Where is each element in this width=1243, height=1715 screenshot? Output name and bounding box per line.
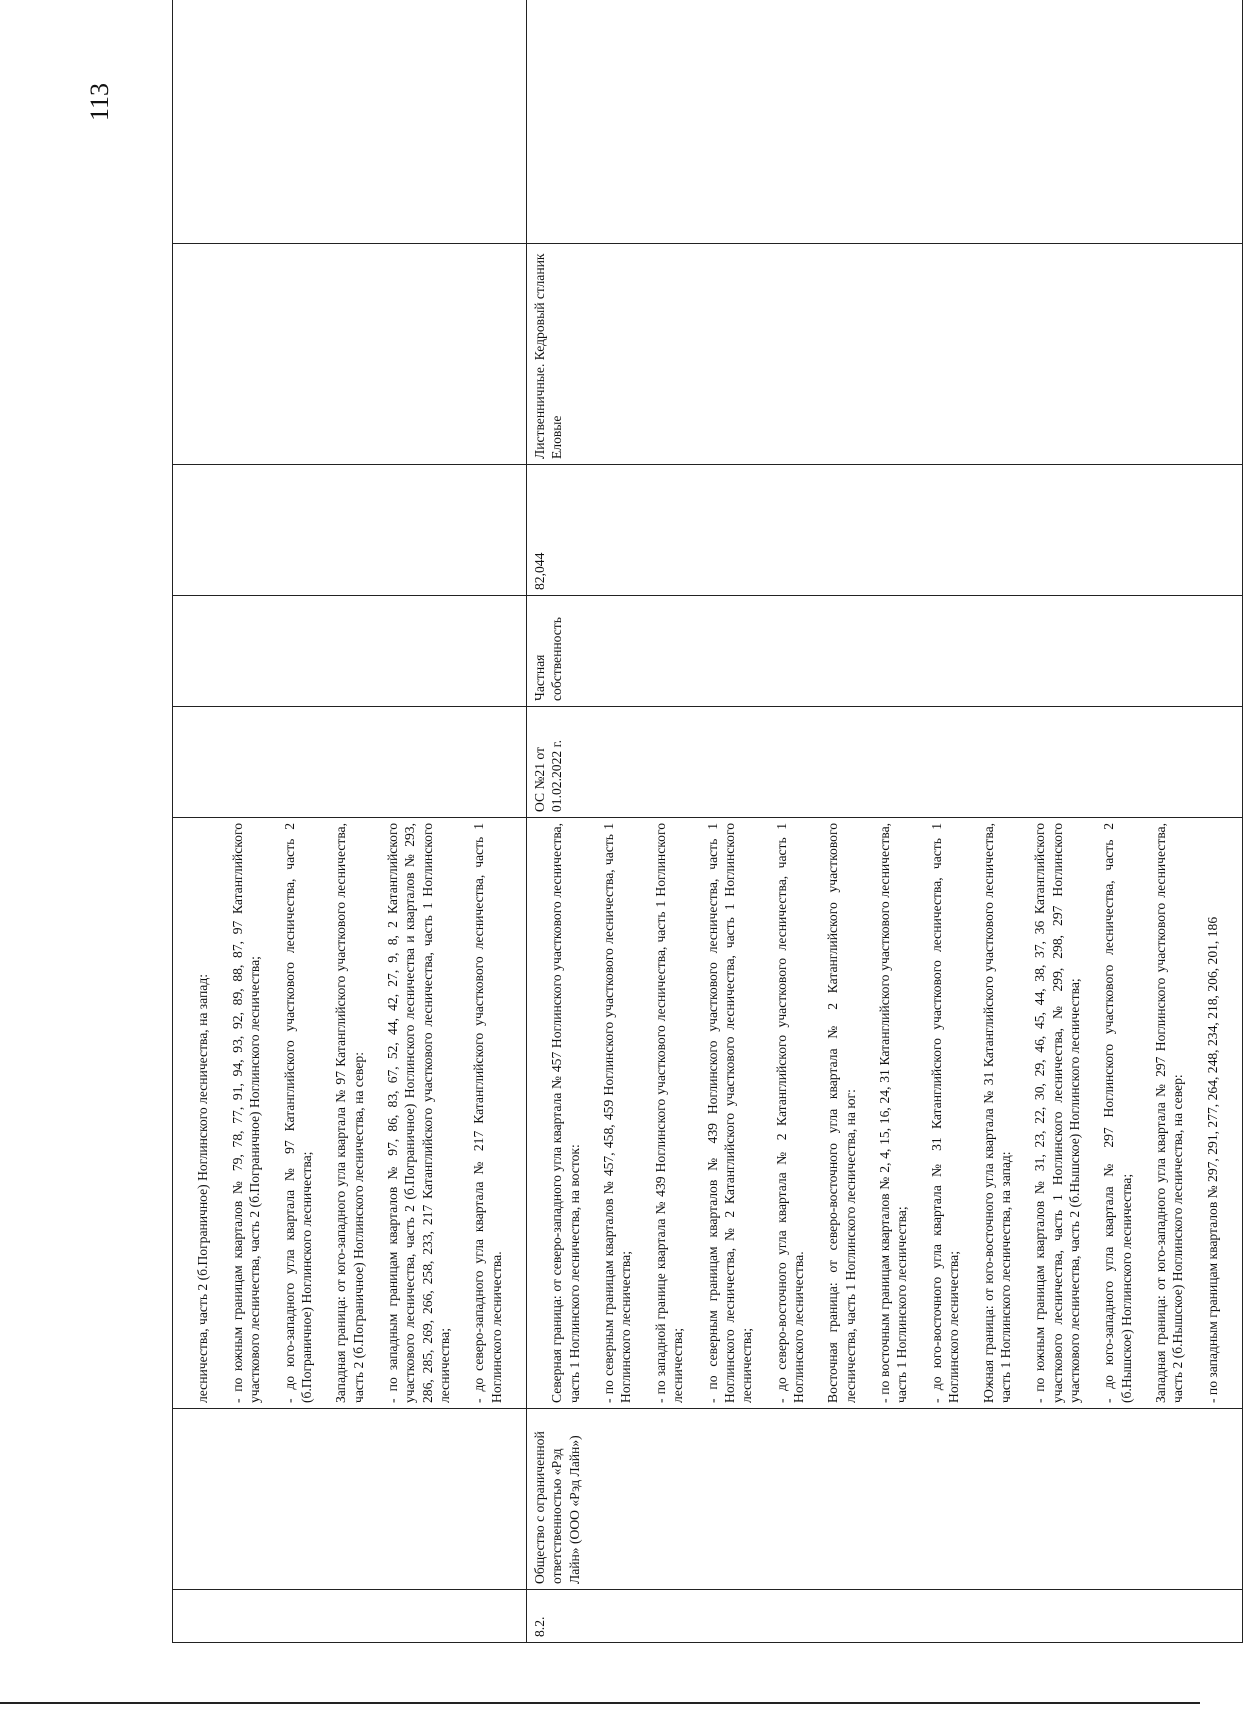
rotated-table-container bbox=[172, 71, 1220, 1643]
cell-empty bbox=[527, 0, 1243, 244]
boundary-line: Западная граница: от юго-западного угла квартала № 297 Ноглинского участкового лесничества, часть 2 (б.Нышское) Ноглинского лесничества, на север: bbox=[1153, 823, 1186, 1403]
boundary-line: - по западным границам кварталов № 97, 86, 83, 67, 52, 44, 42, 27, 9, 8, 2 Катанглийского участкового лесничества, часть 2 (б.Пограничное) Ноглинского лесничества и кварталов № 293, 286, 285, 269, 266, 258, 233, 217 Катанглийского участкового лесничества, часть 1 Ноглинского лесничества; bbox=[385, 823, 452, 1403]
cell-species bbox=[173, 244, 527, 465]
boundary-line: Восточная граница: от северо-восточного угла квартала № 2 Катанглийского участкового лесничества, часть 1 Ноглинского лесничества, на юг: bbox=[825, 823, 858, 1403]
page-number: 113 bbox=[85, 82, 114, 122]
boundary-line: - по западной границе квартала № 439 Ноглинского участкового лесничества, часть 1 Ноглинского лесничества; bbox=[652, 823, 685, 1403]
scan-edge-line bbox=[0, 1702, 1200, 1704]
boundary-line: - по южным границам кварталов № 79, 78, 77, 91, 94, 93, 92, 89, 88, 87, 97 Катанглийского участкового лесничества, часть 2 (б.Пограничное) Ноглинского лесничества; bbox=[229, 823, 262, 1403]
cell-area bbox=[173, 465, 527, 596]
boundary-line: - по северным границам кварталов № 457, 458, 459 Ноглинского участкового лесничества, часть 1 Ноглинского лесничества; bbox=[601, 823, 634, 1403]
forest-plots-table bbox=[172, 0, 1243, 1643]
cell-species: Лиственничные. Кедровый стланик Еловые bbox=[527, 244, 1243, 465]
cell-document bbox=[173, 707, 527, 818]
cell-organization: Общество с ограниченной ответственностью «Рэд Лайн» (ООО «Рэд Лайн») bbox=[527, 1409, 1243, 1590]
cell-document: ОС №21 от 01.02.2022 г. bbox=[527, 707, 1243, 818]
boundary-line: - до юго-западного угла квартала № 297 Ноглинского участкового лесничества, часть 2 (б.Нышское) Ноглинского лесничества; bbox=[1101, 823, 1134, 1403]
boundary-line: - до юго-восточного угла квартала № 31 Катанглийского участкового лесничества, часть 1 Ноглинского лесничества; bbox=[928, 823, 961, 1403]
cell-area: 82,044 bbox=[527, 465, 1243, 596]
boundary-line: - до северо-западного угла квартала № 217 Катанглийского участкового лесничества, часть 1 Ноглинского лесничества. bbox=[471, 823, 504, 1403]
boundary-line: лесничества, часть 2 (б.Пограничное) Ноглинского лесничества, на запад: bbox=[195, 973, 211, 1403]
boundary-line: Южная граница: от юго-восточного угла квартала № 31 Катанглийского участкового лесничества, часть 1 Ноглинского лесничества, на запад: bbox=[980, 823, 1013, 1403]
cell-ownership bbox=[173, 596, 527, 707]
boundary-line: - по восточным границам кварталов № 2, 4, 15, 16, 24, 31 Катанглийского участкового лесничества, часть 1 Ноглинского лесничества; bbox=[877, 823, 910, 1403]
table-row-8-2 bbox=[527, 0, 1243, 1643]
boundary-line: - по северным границам кварталов № 439 Ноглинского участкового лесничества, часть 1 Ноглинского лесничества, № 2 Катанглийского участкового лесничества, часть 1 Ноглинского лесничества; bbox=[704, 823, 754, 1403]
cell-boundaries bbox=[173, 818, 527, 1409]
boundary-line: - до юго-западного угла квартала № 97 Катанглийского участкового лесничества, часть 2 (б.Пограничное) Ноглинского лесничества; bbox=[281, 823, 314, 1403]
boundary-line: - до северо-восточного угла квартала № 2 Катанглийского участкового лесничества, часть 1 Ноглинского лесничества. bbox=[773, 823, 806, 1403]
boundary-line: - по западным границам кварталов № 297, 291, 277, 264, 248, 234, 218, 206, 201, 186 bbox=[1204, 916, 1220, 1403]
cell-ownership: Частная собственность bbox=[527, 596, 1243, 707]
cell-number bbox=[173, 1590, 527, 1643]
cell-boundaries bbox=[527, 818, 1243, 1409]
boundary-line: - по южным границам кварталов № 31, 23, 22, 30, 29, 46, 45, 44, 38, 37, 36 Катанглийского участкового лесничества, часть 1 Ноглинского лесничества, № 299, 298, 297 Ноглинского участкового лесничества, часть 2 (б.Нышское) Ноглинского лесничества; bbox=[1032, 823, 1082, 1403]
table-row-continuation bbox=[173, 0, 527, 1643]
boundary-line: Северная граница: от северо-западного угла квартала № 457 Ноглинского участкового лесничества, часть 1 Ноглинского лесничества, на восток: bbox=[549, 823, 582, 1403]
cell-organization bbox=[173, 1409, 527, 1590]
cell-number: 8.2. bbox=[527, 1590, 1243, 1643]
cell-empty bbox=[173, 0, 527, 244]
boundary-line: Западная граница: от юго-западного угла квартала № 97 Катанглийского участкового лесничества, часть 2 (б.Пограничное) Ноглинского лесничества, на север: bbox=[333, 823, 366, 1403]
